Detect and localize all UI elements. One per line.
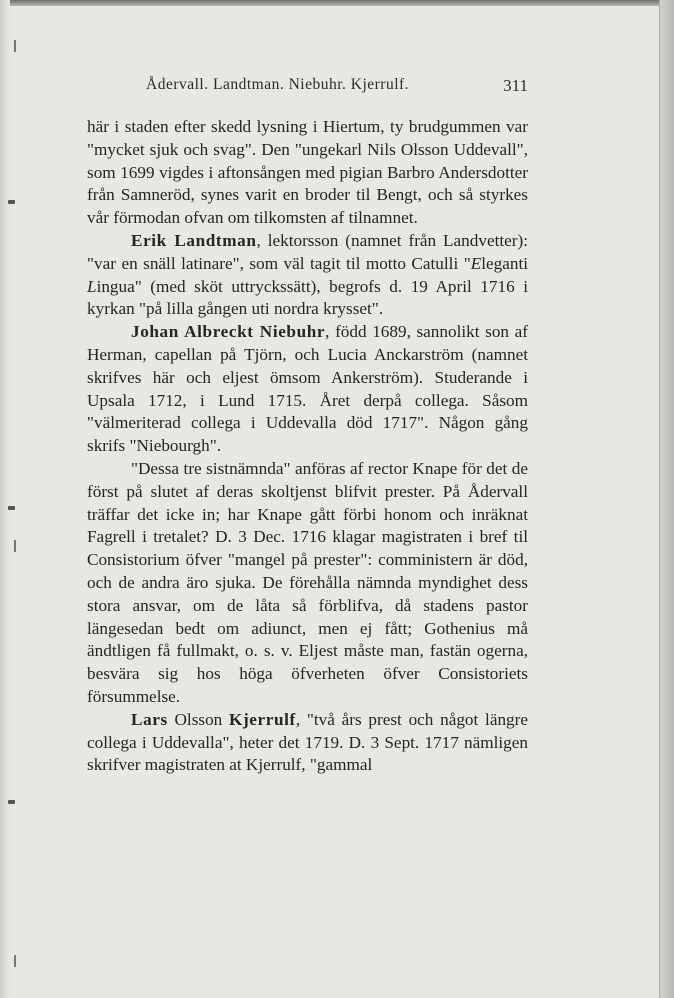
margin-tick (14, 955, 16, 967)
paragraph-text: ingua" (med sköt uttryckssätt), begrofs d. 19 April 1716 i kyrkan "på lilla gången uti nordra krysset". (87, 276, 528, 319)
paragraph-kjerrulf (87, 709, 528, 777)
person-name: Kjerrulf (229, 709, 296, 729)
binding-shadow (0, 0, 10, 998)
italic-letter: E (470, 253, 482, 273)
margin-mark (8, 800, 15, 804)
paragraph-text: här i staden efter skedd lysning i Hiertum, ty brudgummen var "mycket sjuk och svag". Den "ungekarl Nils Olsson Uddevall", som 1699 vigdes i aftonsången med pigian Barbro Andersdotter från Samneröd, synes varit en broder til Bengt, och så styrkes vår förmodan ofvan om tilkomsten af tilnamnet. (87, 117, 528, 228)
person-name: Johan Albreckt Niebuhr (131, 322, 326, 342)
paragraph-knape (87, 458, 528, 709)
paragraph-text: "Dessa tre sistnämnda" anföras af rector Knape för det de först på slutet af deras skoltjenst blifvit prester. På Ådervall träffar det icke in; har Knape gått förbi honom och inräknat Fagrell i tretalet? D. 3 Dec. 1716 klagar magistraten i bref til Consistorium öfver "mangel på prester": comministern är död, och de andra äro sjuka. De förehålla nämnda myndighet dess stora ansvar, om de låta så förblifva, då stadens pastor längesedan bedt om adiunct, men ej fått; Gothenius må ändtligen få fullmakt, o. s. v. Eljest måste man, fastän ogerna, besvära sig hos höga öfverheten öfver Consistoriets försummelse. (87, 458, 528, 706)
margin-mark (8, 200, 15, 204)
paragraph-text: Olsson (167, 709, 230, 729)
paragraph-text: , född 1689, sannolikt son af Herman, capellan på Tjörn, och Lucia Anckarström (namnet skrifves här och eljest ömsom Ankerström). Studerande i Upsala 1712, i Lund 1715. Året derpå collega. Såsom "välmeriterad collega i Uddevalla död 1717". Någon gång skrifs "Niebourgh". (87, 322, 528, 456)
margin-tick (14, 40, 16, 52)
paragraph-text: , lektorsson (namnet från Landvetter): "var en snäll latinare", som väl tagit til motto Catulli " (87, 230, 528, 273)
paragraph-text: , "två års prest och något längre collega i Uddevalla", heter det 1719. D. 3 Sept. 1717 nämligen skrifver magistraten at Kjerrulf, "gammal (87, 709, 528, 775)
body-text (87, 116, 528, 777)
paragraph-text: leganti (481, 253, 528, 273)
margin-mark (8, 506, 15, 510)
page-right-edge (659, 0, 674, 998)
page-number: 311 (503, 76, 528, 95)
paragraph-niebuhr (87, 321, 528, 458)
person-name: Lars (131, 709, 168, 729)
italic-letter: L (87, 276, 97, 296)
running-head: Ådervall. Landtman. Niebuhr. Kjerrulf. (146, 76, 410, 93)
page-top-edge (0, 0, 674, 6)
person-name: Erik Landtman (131, 230, 257, 250)
paragraph-1 (87, 116, 528, 230)
paragraph-landtman (87, 230, 528, 321)
page-header (140, 76, 528, 100)
margin-tick (14, 540, 16, 552)
